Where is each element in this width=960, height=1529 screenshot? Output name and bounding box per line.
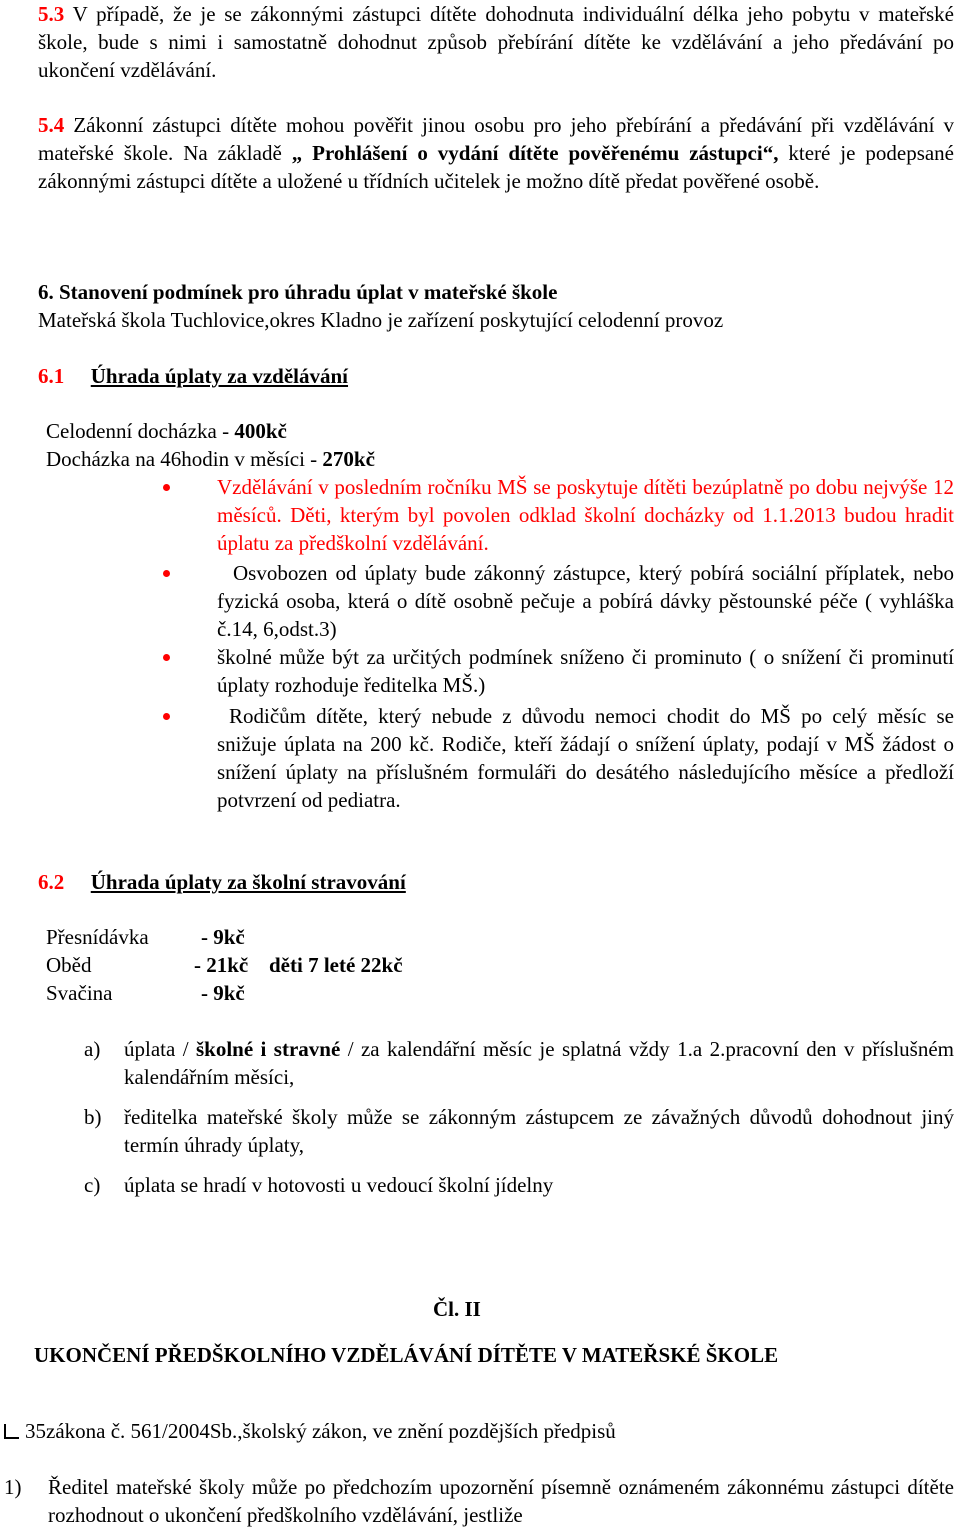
item-letter-a: a) — [84, 1037, 101, 1061]
meal-label-afternoon: Svačina — [46, 981, 113, 1005]
section-5-4 — [38, 111, 954, 195]
section-6-intro: Mateřská škola Tuchlovice,okres Kladno je zařízení poskytující celodenní provoz — [38, 308, 724, 332]
fee-46-hours: Docházka na 46hodin v měsíci - 270kč — [46, 447, 375, 471]
bullet-item-4: Rodičům dítěte, který nebude z důvodu nemoci chodit do MŠ po celý měsíc se snižuje úplata na 200 kč. Rodiče, kteří žádají o snížení úplaty, podají v MŠ žádost o snížení úplaty na příslušném formuláři do desátého následujícího měsíce a předloží potvrzení od pediatra. — [217, 704, 954, 812]
meal-extra-lunch: děti 7 leté 22kč — [269, 953, 403, 977]
section-6-heading: 6. Stanovení podmínek pro úhradu úplat v mateřské škole — [38, 280, 558, 304]
section-number: 5.3 — [38, 2, 65, 26]
section-number: 6.2 — [38, 870, 65, 894]
section-6-1-heading — [38, 362, 954, 390]
section-text: V případě, že je se zákonnými zástupci dítěte dohodnuta individuální délka jeho pobytu v mateřské škole, bude s nimi i samostatně dohodnut způsob přebírání dítěte ke vzdělávání a jeho předávání po ukončení vzdělávání. — [38, 2, 955, 82]
section-number: 6.1 — [38, 364, 65, 388]
section-text: Zákonní zástupci dítěte mohou pověřit jinou osobu pro jeho přebírání a předávání při vzdělávání v mateřské škole. Na základě — [38, 113, 954, 165]
section-number: 5.4 — [38, 113, 65, 137]
section-6-2-heading — [38, 868, 954, 896]
meal-price-snack: - 9kč — [201, 925, 245, 949]
declaration-title: „ Prohlášení o vydání dítěte pověřenému zástupci“, — [291, 141, 779, 165]
item-letter-b: b) — [84, 1105, 102, 1129]
item-letter-c: c) — [84, 1173, 101, 1197]
bullet-item-3: školné může být za určitých podmínek sníženo či prominuto ( o snížení či prominutí úplaty rozhoduje ředitelka MŠ.) — [217, 645, 954, 697]
bullet-icon — [163, 713, 170, 720]
article-heading: Čl. II — [433, 1297, 481, 1321]
article-title: UKONČENÍ PŘEDŠKOLNÍHO VZDĚLÁVÁNÍ DÍTĚTE V MATEŘSKÉ ŠKOLE — [34, 1343, 779, 1367]
law-reference: 35zákona č. 561/2004Sb.,školský zákon, ve znění pozdějších předpisů — [4, 1417, 616, 1445]
paragraph-number: 1) — [4, 1475, 22, 1499]
bullet-item-1: Vzdělávání v posledním ročníku MŠ se poskytuje dítěti bezúplatně po dobu nejvýše 12 měsíců. Děti, kterým byl povolen odklad školní docházky od 1.1.2013 budou hradit úplatu za předškolní vzdělávání. — [217, 475, 954, 555]
item-c: úplata se hradí v hotovosti u vedoucí školní jídelny — [124, 1173, 554, 1197]
bullet-icon — [163, 570, 170, 577]
section-title: Úhrada úplaty za školní stravování — [90, 870, 406, 894]
corner-arrow-icon — [4, 1424, 19, 1439]
item-b: ředitelka mateřské školy může se zákonným zástupcem ze závažných důvodů dohodnout jiný termín úhrady úplaty, — [124, 1105, 954, 1157]
meal-price-lunch: - 21kč — [194, 953, 249, 977]
bullet-item-2: Osvobozen od úplaty bude zákonný zástupce, který pobírá sociální příplatek, nebo fyzická osoba, která o dítě osobně pečuje a pobírá dávky pěstounské péče ( vyhláška č.14, 6,odst.3) — [217, 561, 954, 641]
meal-label-lunch: Oběd — [46, 953, 92, 977]
section-title: Úhrada úplaty za vzdělávání — [90, 364, 349, 388]
meal-price-afternoon: - 9kč — [201, 981, 245, 1005]
bullet-icon — [163, 654, 170, 661]
paragraph-text: Ředitel mateřské školy může po předchozím upozornění písemně oznámeném zákonnému zástupci dítěte rozhodnout o ukončení předškolního vzdělávání, jestliže — [48, 1475, 954, 1527]
section-text-cont: které je podepsané zákonnými zástupci dítěte a uložené u třídních učitelek je možno dítě předat pověřené osobě. — [38, 141, 955, 193]
meal-label-snack: Přesnídávka — [46, 925, 149, 949]
fee-full-day: Celodenní docházka - 400kč — [46, 419, 287, 443]
item-a: úplata / školné i stravné / za kalendářní měsíc je splatná vždy 1.a 2.pracovní den v příslušném kalendářním měsíci, — [124, 1037, 954, 1089]
section-5-3 — [38, 0, 954, 84]
bullet-icon — [163, 484, 170, 491]
